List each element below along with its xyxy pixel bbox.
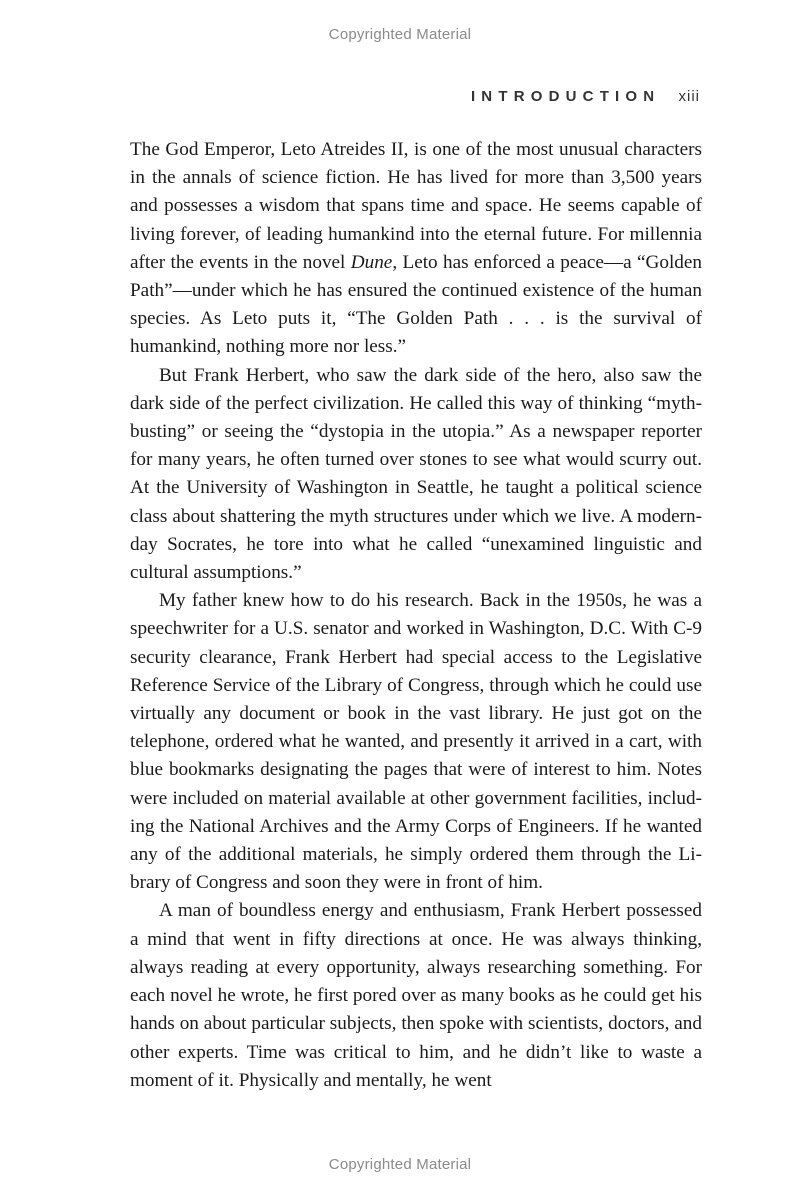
paragraph-3: My father knew how to do his research. Back in the 1950s, he was a speechwriter for a U.S. senator and worked in Washington, D.C. With C-9 security clearance, Frank Herbert had special access to the Legislative Reference Service of the Library of Congress, through which he could use virtually any document or book in the vast library. He just got on the telephone, ordered what he wanted, and presently it arrived in a cart, with blue bookmarks designating the pages that were of interest to him. Notes were included on material available at other government facilities, including the National Archives and the Army Corps of Engineers. If he wanted any of the additional materials, he simply ordered them through the Library of Congress and soon they were in front of him. xyxy=(130,590,702,894)
paragraph-2: But Frank Herbert, who saw the dark side of the hero, also saw the dark side of the perfect civilization. He called this way of thinking “myth-busting” or seeing the “dystopia in the utopia.” As a newspaper reporter for many years, he often turned over stones to see what would scurry out. At the University of Washington in Seattle, he taught a political science class about shattering the myth structures under which we live. A modern-day Socrates, he tore into what he called “unexamined linguistic and cultural assumptions.” xyxy=(130,364,702,584)
body-text xyxy=(130,136,702,1095)
paragraph-1: The God Emperor, Leto Atreides II, is one of the most unusual characters in the annals of science fiction. He has lived for more than 3,500 years and possesses a wisdom that spans time and space. He seems capable of living forever, of leading humankind into the eternal future. For millennia after the events in the novel Dune, Leto has enforced a peace—a “Golden Path”—under which he has ensured the continued existence of the human species. As Leto puts it, “The Golden Path . . . is the survival of humankind, nothing more nor less.” xyxy=(130,139,702,358)
paragraph-4: A man of boundless energy and enthusiasm, Frank Herbert possessed a mind that went in fifty directions at once. He was always thinking, always reading at every opportunity, always researching something. For each novel he wrote, he first pored over as many books as he could get his hands on about particular subjects, then spoke with scientists, doctors, and other experts. Time was critical to him, and he didn’t like to waste a moment of it. Physically and mentally, he went xyxy=(130,900,702,1091)
copyright-watermark-bottom: Copyrighted Material xyxy=(328,1156,472,1173)
copyright-watermark-top: Copyrighted Material xyxy=(328,26,472,43)
page-number: xiii xyxy=(678,88,700,105)
chapter-title: INTRODUCTION xyxy=(470,88,661,105)
running-head xyxy=(471,88,700,105)
book-title-dune: Dune xyxy=(350,251,393,273)
